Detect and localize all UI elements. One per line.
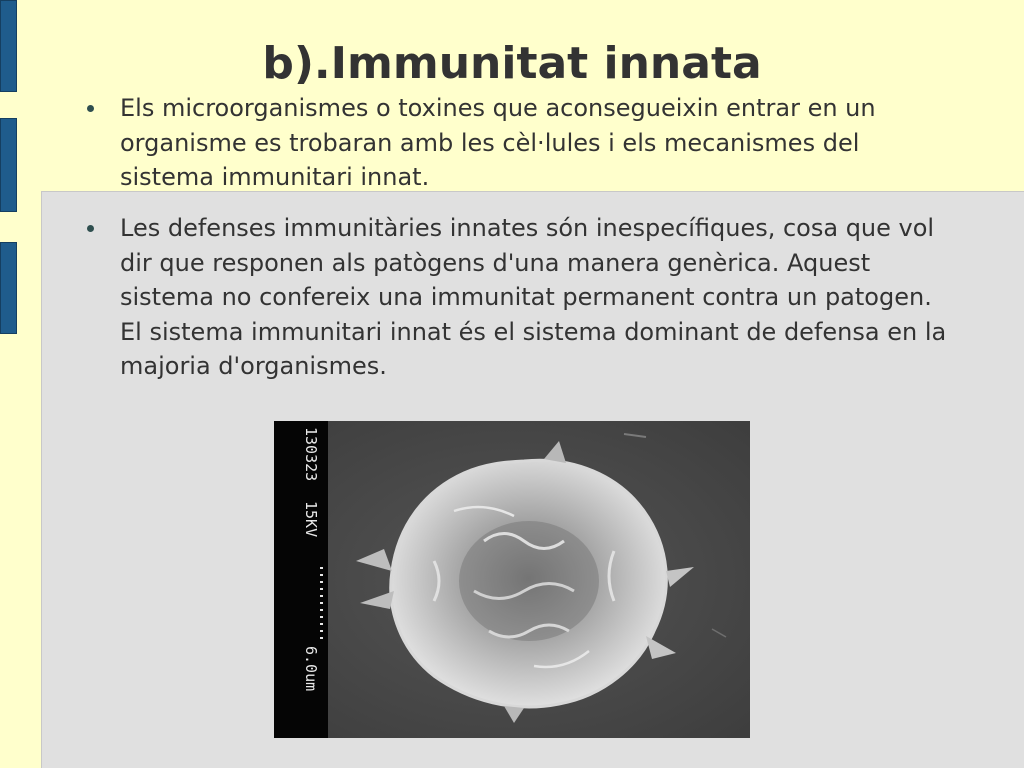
side-tab-2: [0, 118, 17, 212]
bullet-text-2: Les defenses immunitàries innates són inespecífiques, cosa que vol dir que responen als patògens d'una manera genèrica. Aquest sistema no confereix una immunitat permanent contra un patogen. El sistema immunitari innat és el sistema dominant de defensa en la majoria d'organismes.: [120, 214, 947, 380]
slide-title: b).Immunitat innata: [262, 38, 762, 89]
side-tab-3: [0, 242, 17, 334]
micrograph-scale-label: 6.0um: [302, 646, 320, 692]
bullet-dot: [87, 225, 94, 232]
cell-micrograph-image: [274, 421, 750, 738]
bullet-dot: [87, 105, 94, 112]
micrograph-voltage-label: 15KV: [302, 501, 320, 538]
micrograph-id-label: 130323: [302, 427, 320, 482]
bullet-text-1: Els microorganismes o toxines que aconsegueixin entrar en un organisme es trobaran amb les cèl·lules i els mecanismes del sistema immunitari innat.: [120, 94, 876, 191]
